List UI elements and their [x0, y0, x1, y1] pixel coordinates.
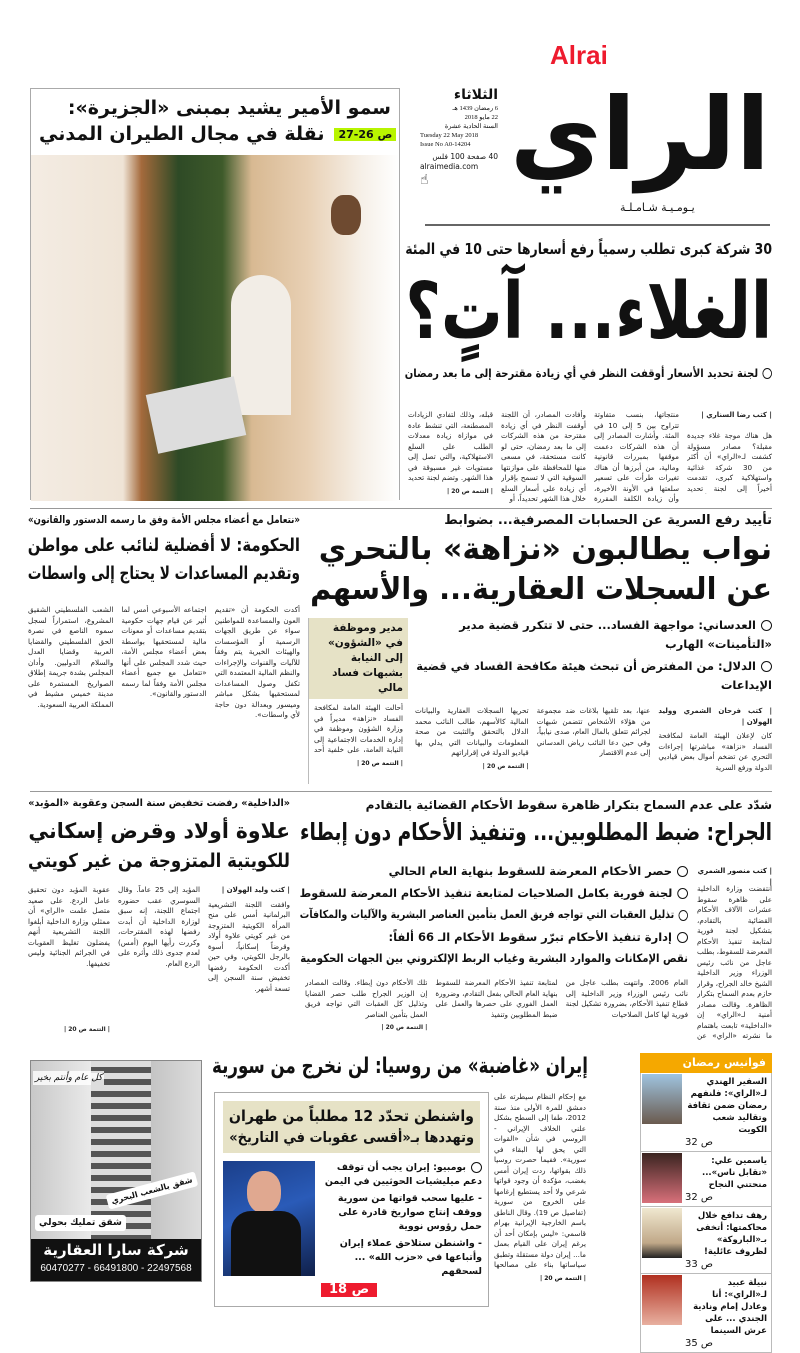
lead-column-4: قبله، وذلك لتفادي الزيادات المصطنعة، التي تنشط عادة في موازاة زيادة معدلات الطلب على السلع الاستهلاكية، والتي تصل إلى مستويات غير مسبوقة في هذا الشهر. وتضم لجنة تحديد: [408, 410, 493, 482]
jarrah-bullet-3: تذليل العقبات التي تواجه فريق العمل بتأمين العناصر البشرية والآليات والمكافآت: [353, 904, 688, 926]
jarrah-bullet-tail: نقص الإمكانات والموارد البشرية وغياب الربط الإلكتروني بين الجهات الحكومية: [300, 951, 688, 965]
shoun-headline: مدير وموظفة في «الشؤون» إلى النيابة بشبهات فساد مالي: [309, 618, 408, 699]
thumbnail: [642, 1275, 682, 1325]
thumbnail: [642, 1208, 682, 1258]
allowance-body: [28, 885, 290, 1043]
integrity-bullet-2: الدلال: من المفترض أن تبحث هيئة مكافحة الفساد في قضية الإيداعات: [415, 657, 772, 695]
lead-bullet: لجنة تحديد الأسعار أوقفت النظر في أي زيادة مقترحة إلى ما بعد رمضان: [453, 364, 772, 382]
ad-company: شركة سارا العقارية: [43, 1241, 189, 1259]
integrity-headline-2: عن السجلات العقارية... والأسهم: [310, 572, 772, 607]
allowance-column-2: المؤبد إلى 25 عاماً. وقال السوسري عقب حضوره اجتماع اللجنة، إنه سبق لوزارة الداخلية أن أبدت رفضها لهذه المقترحات، وكررت رأيها اليوم (أمس) لعدم جدوى ذلك وأثره على الردع العام.: [118, 885, 200, 968]
day-name: الثلاثاء: [453, 87, 498, 103]
amir-headline-2: نقلة في مجال الطيران المدني: [39, 123, 325, 145]
pompeo-headline-2: وتهددها بـ«أقسى عقوبات في التاريخ»: [229, 1130, 474, 1146]
government-headline-1: الحكومة: لا أفضلية لنائب على مواطن: [27, 535, 301, 556]
byline: | كتب منصور الشمري |: [697, 867, 772, 886]
ramadan-item[interactable]: [641, 1152, 771, 1207]
jarrah-body: [305, 978, 688, 1042]
jarrah-bullet-4: إدارة تنفيذ الأحكام تبرّر سقوط الأحكام الـ 66 ألفاً:: [300, 926, 688, 948]
jarrah-column-3: تلك الأحكام دون إبطاء. وقالت المصادر إن الوزير الجراح طلب حصر القضايا وتذليل كل العقبات التي تواجه فريق العمل بتأمين العناصر: [305, 978, 428, 1019]
ramadan-sidebar: [640, 1053, 772, 1353]
iran-column: [494, 1092, 586, 1283]
byline: | كتب وليد الهولان |: [221, 886, 290, 894]
integrity-body: [415, 706, 772, 782]
allowance-column-3: عقوبة المؤبد دون تحقيق عامل الردع. على صعيد متصل علمت «الراي» أن ممثلي وزارة الداخلية أبلغوا اللجنة التشريعية أنهم يفضلون تغليظ العقوبات في الجرائم الجنائية وليس تخفيفها.: [28, 885, 110, 968]
shoun-body: أحالت الهيئة العامة لمكافحة الفساد «نزاهة» مديراً في وزارة الشؤون وموظفة في إدارة الخدمات الاجتماعية إلى النيابة العامة، على خلفية أحد: [314, 703, 403, 754]
website-link[interactable]: alraimedia.com: [420, 162, 479, 171]
ramadan-item[interactable]: [641, 1274, 771, 1352]
masthead: [420, 40, 775, 222]
building-image: [91, 1061, 151, 1241]
government-column-2: اجتماعه الأسبوعي أمس لما أثير عن قيام جهات حكومية بتقديم مساعدات أو معونات مالية لمستحقيها بواسطة بعض أعضاء مجلس الأمة، حيث شدد المجلس على أنها «تتعامل مع جميع أعضاء مجلس الأمة وفقاً لما رسمه الدستور والقانون».: [121, 605, 207, 698]
real-estate-ad[interactable]: [30, 1060, 202, 1282]
pompeo-bullet-3: - واشنطن ستلاحق عملاء إيران وأتباعها في «حزب الله» ... لسحقهم: [339, 1238, 482, 1277]
continued-link[interactable]: | التتمة ص 20 |: [381, 1024, 428, 1031]
iran-headline: إيران «غاضبة» من روسيا: لن نخرج من سورية: [212, 1054, 588, 1079]
item-text: نبيلة عبيد لـ«الراي»: أنا وعادل إمام ونادية الجندي ... على عرش السينما: [693, 1278, 767, 1336]
jarrah-bullets: [300, 860, 688, 968]
lead-kicker: 30 شركة كبرى تطلب رسمياً رفع أسعارها حتى 10 في المئة: [405, 240, 772, 258]
integrity-bullets: [415, 616, 772, 695]
masthead-rule: [425, 224, 770, 226]
amir-photo: [31, 155, 399, 501]
government-column-1: أكدت الحكومة أن «تقديم العون والمساعدة للمواطنين سواء عن طريق الجهات الرسمية أو المؤسسات والهيئات الخيرية يتم وفقاً للآليات والقنوات والإجراءات والنظم المالية المعتمدة التي تكفل وصول المساعدات لمستحقيها بشكل مباشر وميسور وبعدالة دون حاجة لأي واسطات».: [214, 605, 300, 719]
ad-calligraphy: كل عام وأنتم بخير: [35, 1073, 103, 1083]
lead-column-3: وأفادت المصادر، أن اللجنة أوقفت النظر في أي زيادة مقترحة من هذه الشركات إلى ما بعد رمضان، حتى لو كانت مستحقة، في مسعى منها للمحافظة على موازنتها السوقية التي لا تسمح بإقرار أي زيادة على أسعار السلع خلال هذا الشهر تحديداً، أو: [501, 410, 586, 503]
byline: | كتب فرحان الشمري ووليد الهولان |: [658, 707, 772, 726]
english-date: Tuesday 22 May 2018: [420, 132, 479, 139]
integrity-headline-1: نواب يطالبون «نزاهة» بالتحري: [318, 532, 772, 567]
item-text: رهف تدافع خلال محاكمتها: أتخفى بـ«الباروكة» لظروف عائلية!: [696, 1211, 767, 1257]
page-ref[interactable]: ص 26-27: [334, 128, 396, 141]
integrity-column-1: كان لإعلان الهيئة العامة لمكافحة الفساد «نزاهة» مباشرتها إجراءات التحري عن تضخم أموال بعض قياديي الدولة ورفع السرية: [658, 731, 772, 772]
allowance-column-1: وافقت اللجنة التشريعية البرلمانية أمس على منح المرأة الكويتية المتزوجة من غير كويتي علاوة أولاد وقرضاً إسكانياً، أسوة بالرجل الكويتي، وفي حين أكدت الحكومة رفضها تخفيض سنة السجن إلى تسعة أشهر.: [208, 899, 290, 993]
integrity-bullet-1: العدساني: مواجهة الفساد... حتى لا تتكرر قضية مدير «التأمينات» الهارب: [415, 616, 772, 654]
issue-number: Issue No A0-14204: [420, 141, 471, 148]
gregorian-date: 22 مايو 2018: [464, 114, 498, 121]
lead-heading-group: [405, 238, 772, 382]
pompeo-bullet-2: - عليها سحب قواتها من سورية ووقف إنتاج صواريخ قادرة على حمل رؤوس نووية: [337, 1193, 482, 1232]
item-text: ياسمين علي: «تقابل ناس»... منحتني النجاح: [701, 1156, 767, 1190]
hijri-date: 6 رمضان 1439 هـ: [452, 105, 498, 112]
continued-link[interactable]: | التتمة ص 20 |: [356, 759, 403, 767]
divider: [30, 791, 772, 792]
tagline: يـومـيـة شـامـلـة: [620, 201, 695, 214]
integrity-kicker: تأييد رفع السرية عن الحسابات المصرفية... بضوابط: [444, 513, 772, 528]
page-ref: ص 32: [685, 1192, 714, 1203]
price: 40 صفحة 100 فلس: [432, 152, 498, 161]
government-heading-group: [28, 512, 300, 588]
jarrah-bullet-1: حصر الأحكام المعرضة للسقوط بنهاية العام الحالي: [300, 860, 688, 882]
integrity-column-2: عنها، بعد تلقيها بلاغات ضد مجموعة من هؤلاء الأشخاص تتضمن شبهات لجرائم تتعلق بالمال العام، صدى نيابياً، وفي حين دعا النائب رياض العدساني إلى عدم الاقتصار: [536, 706, 651, 757]
jarrah-heading-group: [300, 796, 772, 850]
year-number: السنة الحادية عشرة: [444, 123, 498, 130]
brand-arabic-logo: الراي: [510, 76, 770, 193]
allowance-headline-2: للكويتية المتزوجة من غير كويتي: [28, 850, 290, 872]
lead-body: [408, 410, 772, 505]
lead-headline: الغلاء... آتٍ؟: [405, 267, 772, 357]
ad-tag-2: شقق بالشعب البحري: [106, 1171, 198, 1209]
pompeo-bullets: [321, 1161, 482, 1298]
byline: | كتب رضا السناري |: [701, 411, 772, 419]
integrity-heading-group: [310, 512, 772, 610]
pompeo-headline: [223, 1101, 480, 1153]
amir-story: [30, 88, 400, 500]
jarrah-column-2: لمتابعة تنفيذ الأحكام المعرضة للسقوط بنهاية العام الحالي بفعل التقادم، وضرورة العمل الفوري على حصرها والعمل على ضبط المطلوبين وتنفيذ: [435, 978, 558, 1019]
lead-column-1: هل هناك موجة غلاء جديدة مقبلة؟ مصادر مسؤولة كشفت لـ«الراي» أن أكثر من 30 شركة غذائية واستهلاكية كبرى، تقدمت أخيراً إلى لجنة تحديد: [687, 431, 772, 493]
ramadan-title: فوانيس رمضان: [640, 1053, 772, 1073]
pompeo-headline-1: واشنطن تحدّد 12 مطلباً من طهران: [228, 1107, 474, 1125]
continued-link[interactable]: | التتمة ص 20 |: [482, 762, 529, 770]
pointer-hand-icon: ☝: [420, 172, 429, 188]
continued-link[interactable]: | التتمة ص 20 |: [63, 1025, 110, 1033]
pompeo-photo: [223, 1161, 315, 1276]
thumbnail: [642, 1074, 682, 1124]
page-ref: ص 35: [685, 1338, 714, 1349]
pompeo-bullet-1: بومبيو: إيران يجب أن توقف دعم ميليشيات الحوثيين في اليمن: [321, 1161, 482, 1189]
iran-column-text: مع إحكام النظام سيطرته على دمشق للمرة الأولى منذ سنة 2012، طفا إلى السطح بشكل علني الخلاف الإيراني - الروسي في شأن «القوات التي يحق لها البقاء في سورية». ففيما حصرت روسيا ذلك بقواتها، ردت إيران أمس بغضب، مؤكدة أن وجود قواتها شرعي ولا أحد يستطيع إرغامها على الخروج من سورية (تفاصيل ص 19). وقال الناطق باسم الخارجية الإيرانية بهرام قاسمي: «ليس بإمكان أحد أن يرغم إيران على القيام بعمل ما... إيران دولة مستقلة وتطبق سياساتها بناء على مصالحها: [494, 1092, 586, 1269]
ad-phones: 60470277 - 66491800 - 22497568: [40, 1263, 192, 1274]
ad-tag-1: شقق تمليك بحولي: [35, 1215, 126, 1231]
lead-column-2: منتجاتها، بنسب متفاوتة تتراوح بين 5 إلى 10 في المئة. وأشارت المصادر إلى أن هذه الشركات دعمت موقفها بمبررات قانونية ومالية، من أبرزها أن هناك تغيرات طرأت على تسعير سلعتها في الأونة الأخيرة، وأن زيادة الكلفة المقررة: [594, 410, 679, 503]
page-ref[interactable]: ص 18: [321, 1283, 377, 1297]
amir-headline-1: سمو الأمير يشيد بمبنى «الجزيرة»:: [67, 97, 391, 119]
continued-link[interactable]: | التتمة ص 20 |: [446, 487, 493, 495]
jarrah-column-1: العام 2006. وانتهت بطلب عاجل من نائب رئيس الوزراء وزير الداخلية إلى قطاع تنفيذ الأحكام، بضرورة تشكيل لجنة فورية لها كامل الصلاحيات: [565, 978, 688, 1019]
page-ref: ص 32: [685, 1137, 714, 1148]
allowance-kicker: «الداخلية» رفضت تخفيض سنة السجن وعقوبة «المؤبد»: [28, 798, 291, 809]
thumbnail: [642, 1153, 682, 1203]
ad-footer: [31, 1239, 201, 1281]
jarrah-bullet-2: لجنة فورية بكامل الصلاحيات لمتابعة تنفيذ الأحكام المعرضة للسقوط: [310, 882, 688, 904]
allowance-headline-1: علاوة أولاد وقرض إسكاني: [28, 819, 291, 843]
ramadan-item[interactable]: [641, 1073, 771, 1152]
shoun-box: [308, 618, 408, 784]
page-ref: ص 33: [685, 1259, 714, 1270]
government-kicker: «نتعامل مع أعضاء مجلس الأمة وفق ما رسمه الدستور والقانون»: [27, 514, 300, 526]
jarrah-headline: الجراح: ضبط المطلوبين... وتنفيذ الأحكام دون إبطاء: [300, 818, 772, 846]
pompeo-box: [214, 1092, 489, 1307]
continued-link[interactable]: | التتمة ص 20 |: [539, 1274, 586, 1282]
item-text: السفير الهندي لـ«الراي»: فلنفهم رمضان ضمن ثقافة وتقاليد شعب الكويت: [687, 1077, 767, 1135]
jarrah-side-column: انتفضت وزارة الداخلية على ظاهرة سقوط عشرات الآلاف الأحكام القضائية بالتقادم، بتشكيل لجنة فورية لمتابعة تنفيذ الأحكام المعرضة للسقوط، بطلب عاجل من نائب رئيس الوزراء وزير الداخلية الشيخ خالد الجراح، وقرار حازم بعدم السماح بتكرار الظاهرة. وقالت مصادر أمنية لـ«الراي» إن «الداخلية» تابعت باهتمام ما نشرته «الراي» عن: [697, 884, 772, 1040]
divider: [30, 508, 772, 509]
government-column-3: الشعب الفلسطيني الشقيق المشروع، استمراراً لسجل سموه الناصع في نصرة الحق الفلسطيني والقضايا العربية وقضايا العدل والسلام الدوليين. وأدان المجلس بشدة جريمة إطلاق الصواريخ المستمرة على مدينة خميس مشيط في المملكة العربية السعودية.: [28, 605, 114, 709]
jarrah-kicker: شدّد على عدم السماح بتكرار ظاهرة سقوط الأحكام القضائية بالتقادم: [365, 798, 772, 812]
government-body: [28, 605, 300, 783]
ramadan-item[interactable]: [641, 1207, 771, 1274]
brand-latin-logo: Alrai: [550, 40, 608, 70]
government-headline-2: وتقديم المساعدات لا يحتاج إلى واسطات: [27, 563, 301, 584]
integrity-column-3: تحريها السجلات العقارية والبيانات المالية كالأسهم، طالب النائب محمد الدلال بالتحقق والتثبت من صحة المعلومات والبيانات التي يدلي بها قياديو الدولة في إقراراتهم: [414, 706, 529, 757]
date-block: [420, 86, 498, 188]
allowance-heading-group: [28, 796, 290, 876]
